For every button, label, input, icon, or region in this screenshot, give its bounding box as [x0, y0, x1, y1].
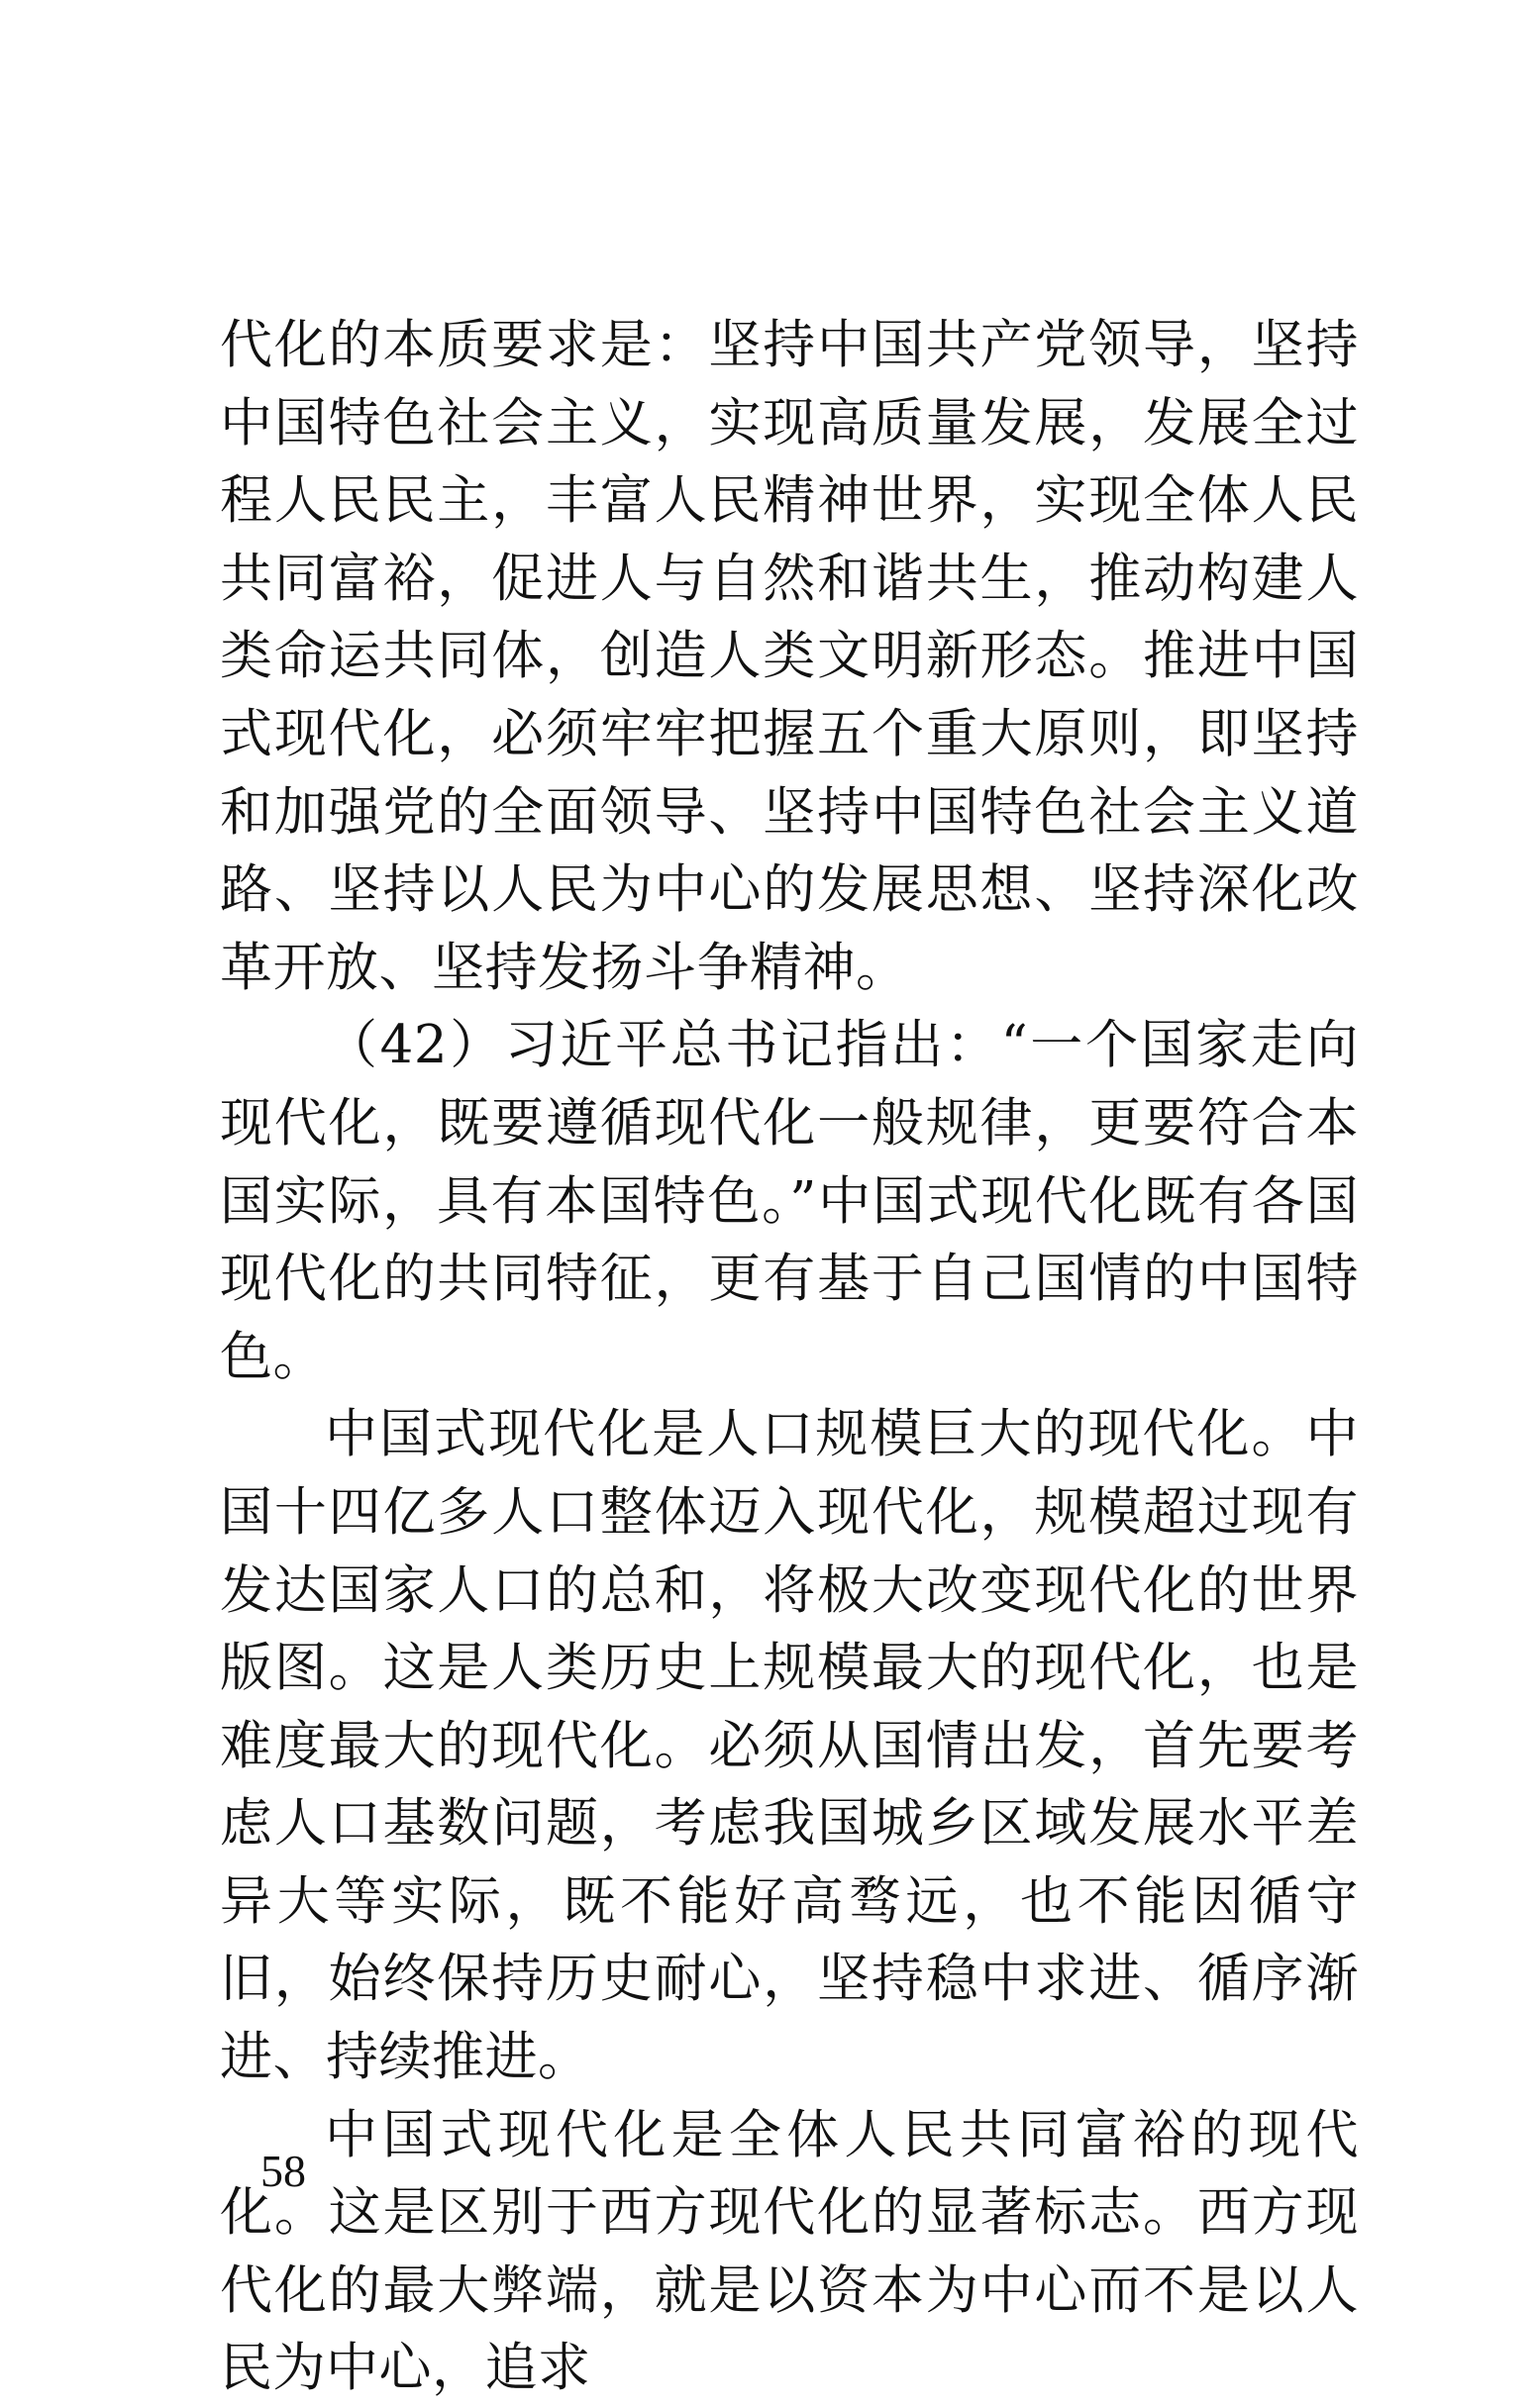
- page-number: 58: [260, 2146, 306, 2196]
- paragraph-42-quote: （42）习近平总书记指出：“一个国家走向现代化，既要遵循现代化一般规律，更要符合本国实际，具有本国特色。”中国式现代化既有各国现代化的共同特征，更有基于自己国情的中国特色。: [220, 1015, 1359, 1387]
- body-text: [220, 307, 1359, 2408]
- paragraph-continued: 代化的本质要求是：坚持中国共产党领导，坚持中国特色社会主义，实现高质量发展，发展全过程人民民主，丰富人民精神世界，实现全体人民共同富裕，促进人与自然和谐共生，推动构建人类命运共同体，创造人类文明新形态。推进中国式现代化，必须牢牢把握五个重大原则，即坚持和加强党的全面领导、坚持中国特色社会主义道路、坚持以人民为中心的发展思想、坚持深化改革开放、坚持发扬斗争精神。: [220, 315, 1359, 998]
- paragraph-population: 中国式现代化是人口规模巨大的现代化。中国十四亿多人口整体迈入现代化，规模超过现有发达国家人口的总和，将极大改变现代化的世界版图。这是人类历史上规模最大的现代化，也是难度最大的现代化。必须从国情出发，首先要考虑人口基数问题，考虑我国城乡区域发展水平差异大等实际，既不能好高骛远，也不能因循守旧，始终保持历史耐心，坚持稳中求进、循序渐进、持续推进。: [220, 1404, 1359, 2088]
- paragraph-common-prosperity: 中国式现代化是全体人民共同富裕的现代化。这是区别于西方现代化的显著标志。西方现代化的最大弊端，就是以资本为中心而不是以人民为中心，追求: [220, 2104, 1359, 2399]
